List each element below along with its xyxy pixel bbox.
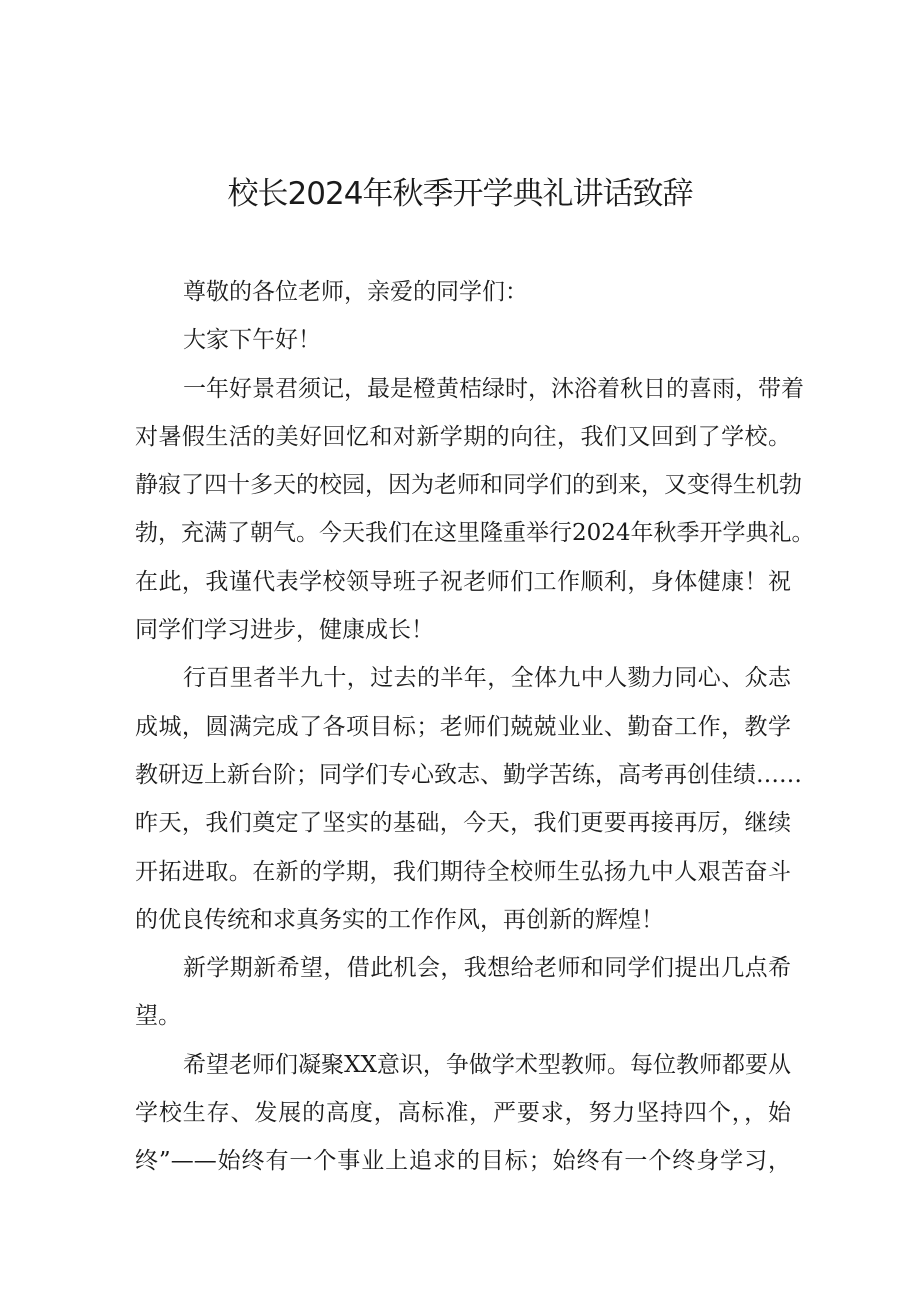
paragraph-2-line: 开拓进取。在新的学期，我们期待全校师生弘扬九中人艰苦奋斗 (135, 858, 791, 885)
paragraph-2-line: 行百里者半九十，过去的半年，全体九中人勠力同心、众志 (183, 665, 791, 692)
paragraph-2-line: 教研迈上新台阶；同学们专心致志、勤学苦练，高考再创佳绩…… (135, 761, 802, 788)
paragraph-1-line: 一年好景君须记，最是橙黄桔绿时，沐浴着秋日的喜雨，带着 (183, 375, 804, 402)
paragraph-2-line: 成城，圆满完成了各项目标；老师们兢兢业业、勤奋工作，教学 (135, 713, 791, 740)
paragraph-4-line: 终”——始终有一个事业上追求的目标；始终有一个终身学习， (135, 1148, 791, 1175)
paragraph-1-line: 静寂了四十多天的校园，因为老师和同学们的到来，又变得生机勃 (135, 472, 802, 499)
paragraph-4-line: 学校生存、发展的高度，高标准，严要求，努力坚持四个，，始 (135, 1100, 791, 1127)
paragraph-3-line: 望。 (135, 1003, 181, 1030)
salutation-line: 尊敬的各位老师，亲爱的同学们： (183, 279, 528, 305)
paragraph-4-line: 希望老师们凝聚XX意识，争做学术型教师。每位教师都要从 (183, 1051, 791, 1078)
paragraph-1-line: 对暑假生活的美好回忆和对新学期的向往，我们又回到了学校。 (135, 423, 791, 450)
paragraph-2-line: 昨天，我们奠定了坚实的基础，今天，我们更要再接再厉，继续 (135, 810, 791, 837)
document-body (135, 268, 815, 1186)
paragraph-1-line: 在此，我谨代表学校领导班子祝老师们工作顺利，身体健康！祝 (135, 568, 791, 595)
document-title: 校长2024年秋季开学典礼讲话致辞 (227, 176, 693, 212)
paragraph-2-line: 的优良传统和求真务实的工作作风，再创新的辉煌！ (135, 906, 664, 933)
greeting-line: 大家下午好！ (183, 327, 321, 354)
paragraph-1-line: 勃，充满了朝气。今天我们在这里隆重举行2024年秋季开学典礼。 (135, 520, 815, 547)
paragraph-3-line: 新学期新希望，借此机会，我想给老师和同学们提出几点希 (183, 955, 791, 982)
paragraph-1-line: 同学们学习进步，健康成长！ (135, 617, 434, 644)
